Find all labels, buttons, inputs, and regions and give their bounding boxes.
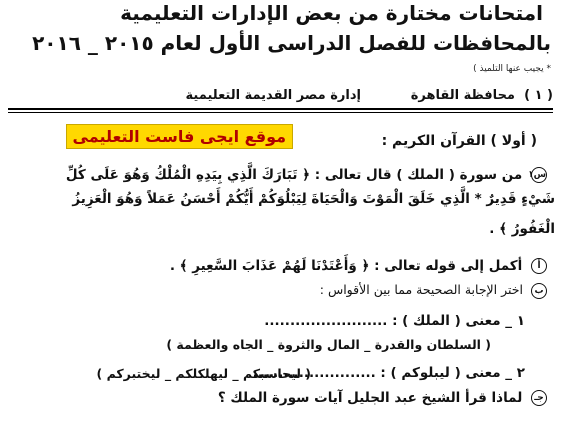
item2-label: ٢ _ معنى ( ليبلوكم ) : ........................: [252, 365, 525, 381]
header-divider: [8, 108, 553, 110]
exam-title-line1: امتحانات مختارة من بعض الإدارات التعليمية: [120, 1, 543, 25]
question1-line2: شَيْءٍ قَدِيرٌ * الَّذِي خَلَقَ الْمَوْتَ وَالْحَيَاةَ لِيَبْلُوَكُمْ أَيُّكُمْ أَحْسَنُ عَمَلاً وَهُوَ الْعَزِيزُ: [72, 191, 555, 207]
item1-label: ١ _ معنى ( الملك ) : ........................: [264, 313, 525, 329]
question1-line3: الْغَفُورُ ﴾ .: [489, 221, 555, 237]
item2-options: ( ليحاسبكم _ ليهلكلكم _ ليختبركم ): [96, 366, 311, 381]
part-b: [320, 282, 547, 299]
part-a-icon: أ: [531, 258, 547, 274]
part-c-icon: جـ: [531, 390, 547, 406]
exam-number: ( ١ ): [524, 88, 553, 103]
student-note: * يجيب عنها التلميذ ): [473, 64, 551, 74]
part-c: [218, 390, 547, 406]
item1-options: ( السلطان والقدرة _ المال والثروة _ الجاه والعظمة ): [166, 337, 491, 352]
governorate-label: محافظة القاهرة: [410, 88, 515, 103]
question-number-icon: س١: [531, 167, 547, 183]
part-a: [170, 258, 547, 274]
exam-title-line2: بالمحافظات للفصل الدراسى الأول لعام ٢٠١٥ _ ٢٠١٦: [32, 31, 551, 55]
site-banner: موقع ايجى فاست التعليمى: [66, 124, 293, 149]
section-heading: ( أولا ) القرآن الكريم :: [381, 133, 537, 149]
administration-label: إدارة مصر القديمة التعليمية: [185, 88, 361, 103]
question1-line1: [66, 167, 547, 183]
question1-text-line1: من سورة ( الملك ) قال تعالى : ﴿ تَبَارَكَ الَّذِي بِيَدِهِ الْمُلْكُ وَهُوَ عَلَى كُلِّ: [65, 167, 523, 183]
header-divider-thin: [8, 112, 553, 113]
exam-header-row: [8, 86, 553, 110]
part-a-text: أكمل إلى قوله تعالى : ﴿ وَأَعْتَدْنَا لَهُمْ عَذَابَ السَّعِيرِ ﴾ .: [169, 258, 523, 274]
part-b-icon: ب: [531, 283, 547, 299]
part-c-text: لماذا قرأ الشيخ عبد الجليل آيات سورة الملك ؟: [217, 390, 523, 406]
part-b-text: اختر الإجابة الصحيحة مما بين الأقواس :: [319, 282, 524, 297]
